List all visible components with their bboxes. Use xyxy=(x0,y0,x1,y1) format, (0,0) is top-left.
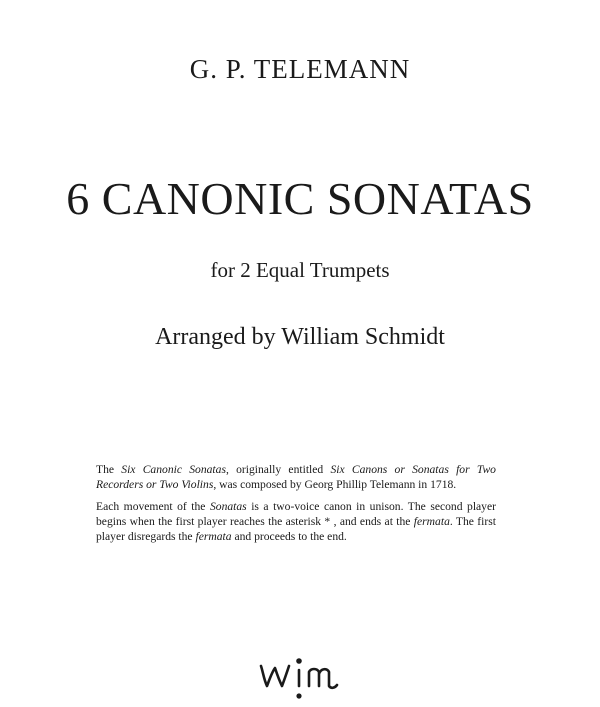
cover-subtitle: for 2 Equal Trumpets xyxy=(210,258,390,282)
notes-text-run: The xyxy=(96,463,122,476)
notes-italic-run: Sonatas xyxy=(209,500,247,513)
notes-text-run: , originally entitled xyxy=(225,463,331,476)
arranger-credit: Arranged by William Schmidt xyxy=(155,324,445,350)
notes-italic-run: fermata xyxy=(413,515,450,528)
notes-italic-run: Six Canons or Sonatas for Two Recorders or Two Violins xyxy=(96,463,496,491)
notes-text-run: Each movement of the xyxy=(96,500,210,513)
notes-italic-run: fermata xyxy=(195,530,232,543)
notes-italic-run: Six Canonic Sonatas xyxy=(121,463,226,476)
notes-text-run: , was composed by Georg Phillip Telemann in 1718. xyxy=(213,478,457,491)
cover-title: 6 CANONIC SONATAS xyxy=(66,173,534,224)
composer-name: G. P. TELEMANN xyxy=(189,54,411,84)
publisher-logo xyxy=(0,652,600,707)
notes-text-run: . The first player disregards the xyxy=(96,515,496,543)
notes-paragraph-2 xyxy=(96,499,496,544)
notes-paragraph-1 xyxy=(96,462,496,492)
program-notes xyxy=(96,462,496,551)
notes-text-run: and proceeds to the end. xyxy=(231,530,347,543)
notes-text-run: is a two-voice canon in unison. The second player begins when the first player reaches the asterisk * , and ends at the xyxy=(96,500,496,528)
wim-logo-icon xyxy=(255,652,345,702)
